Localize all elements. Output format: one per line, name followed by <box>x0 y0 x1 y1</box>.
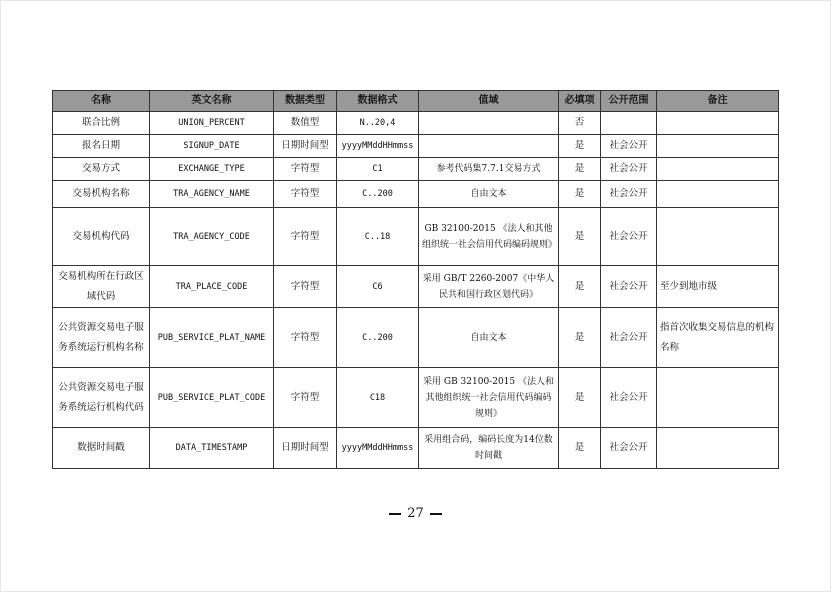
cell-data-type: 字符型 <box>274 368 337 428</box>
cell-english-name: DATA_TIMESTAMP <box>150 428 274 469</box>
cell-data-type: 字符型 <box>274 308 337 368</box>
table-header-row <box>53 91 779 112</box>
cell-data-type: 字符型 <box>274 266 337 308</box>
cell-required: 是 <box>559 135 601 158</box>
cell-data-type: 字符型 <box>274 181 337 208</box>
footer-dash-right <box>430 513 442 515</box>
cell-data-type: 数值型 <box>274 112 337 135</box>
cell-english-name: UNION_PERCENT <box>150 112 274 135</box>
cell-data-format: yyyyMMddHHmmss <box>337 135 419 158</box>
table-row <box>53 308 779 368</box>
cell-data-type: 日期时间型 <box>274 428 337 469</box>
cell-english-name: PUB_SERVICE_PLAT_NAME <box>150 308 274 368</box>
cell-public-scope: 社会公开 <box>601 368 657 428</box>
cell-public-scope: 社会公开 <box>601 266 657 308</box>
cell-value-domain <box>419 135 559 158</box>
cell-data-type: 日期时间型 <box>274 135 337 158</box>
cell-english-name: EXCHANGE_TYPE <box>150 158 274 181</box>
header-data-format: 数据格式 <box>337 91 419 112</box>
cell-name: 交易机构名称 <box>53 181 150 208</box>
cell-remark <box>657 135 779 158</box>
cell-english-name: PUB_SERVICE_PLAT_CODE <box>150 368 274 428</box>
table-row <box>53 158 779 181</box>
cell-data-type: 字符型 <box>274 158 337 181</box>
page-number: 27 <box>407 506 424 521</box>
cell-required: 是 <box>559 308 601 368</box>
cell-data-format: C18 <box>337 368 419 428</box>
cell-value-domain: 采用 GB/T 2260-2007《中华人民共和国行政区划代码》 <box>419 266 559 308</box>
cell-data-type: 字符型 <box>274 208 337 266</box>
cell-public-scope <box>601 112 657 135</box>
cell-name: 报名日期 <box>53 135 150 158</box>
header-name: 名称 <box>53 91 150 112</box>
cell-value-domain: 采用组合码，编码长度为14位数时间戳 <box>419 428 559 469</box>
cell-value-domain: 自由文本 <box>419 308 559 368</box>
page-footer <box>0 506 831 521</box>
cell-required: 是 <box>559 181 601 208</box>
cell-english-name: TRA_PLACE_CODE <box>150 266 274 308</box>
cell-public-scope: 社会公开 <box>601 181 657 208</box>
cell-data-format: C..200 <box>337 181 419 208</box>
cell-name: 公共资源交易电子服务系统运行机构代码 <box>53 368 150 428</box>
cell-name: 公共资源交易电子服务系统运行机构名称 <box>53 308 150 368</box>
cell-required: 否 <box>559 112 601 135</box>
cell-remark <box>657 112 779 135</box>
table-row <box>53 112 779 135</box>
cell-remark <box>657 208 779 266</box>
table-row <box>53 428 779 469</box>
cell-data-format: yyyyMMddHHmmss <box>337 428 419 469</box>
table-row <box>53 208 779 266</box>
cell-english-name: SIGNUP_DATE <box>150 135 274 158</box>
cell-remark: 指首次收集交易信息的机构名称 <box>657 308 779 368</box>
table-row <box>53 266 779 308</box>
cell-remark <box>657 368 779 428</box>
cell-value-domain: 采用 GB 32100-2015 《法人和其他组织统一社会信用代码编码规则》 <box>419 368 559 428</box>
cell-name: 交易机构所在行政区域代码 <box>53 266 150 308</box>
cell-value-domain: 参考代码集7.7.1交易方式 <box>419 158 559 181</box>
cell-remark <box>657 181 779 208</box>
cell-data-format: C..18 <box>337 208 419 266</box>
data-element-table <box>52 90 779 469</box>
header-required: 必填项 <box>559 91 601 112</box>
cell-english-name: TRA_AGENCY_CODE <box>150 208 274 266</box>
cell-english-name: TRA_AGENCY_NAME <box>150 181 274 208</box>
cell-value-domain: 自由文本 <box>419 181 559 208</box>
cell-data-format: C6 <box>337 266 419 308</box>
header-public-scope: 公开范围 <box>601 91 657 112</box>
cell-public-scope: 社会公开 <box>601 158 657 181</box>
cell-public-scope: 社会公开 <box>601 308 657 368</box>
cell-required: 是 <box>559 208 601 266</box>
cell-required: 是 <box>559 428 601 469</box>
cell-required: 是 <box>559 158 601 181</box>
header-value-domain: 值域 <box>419 91 559 112</box>
header-remark: 备注 <box>657 91 779 112</box>
cell-value-domain <box>419 112 559 135</box>
cell-public-scope: 社会公开 <box>601 135 657 158</box>
cell-remark <box>657 428 779 469</box>
cell-data-format: C1 <box>337 158 419 181</box>
cell-remark <box>657 158 779 181</box>
cell-remark: 至少到地市级 <box>657 266 779 308</box>
cell-name: 交易方式 <box>53 158 150 181</box>
cell-name: 交易机构代码 <box>53 208 150 266</box>
table-row <box>53 368 779 428</box>
header-data-type: 数据类型 <box>274 91 337 112</box>
cell-data-format: C..200 <box>337 308 419 368</box>
table-row <box>53 135 779 158</box>
cell-name: 联合比例 <box>53 112 150 135</box>
cell-public-scope: 社会公开 <box>601 208 657 266</box>
cell-name: 数据时间戳 <box>53 428 150 469</box>
header-english-name: 英文名称 <box>150 91 274 112</box>
cell-value-domain: GB 32100-2015 《法人和其他组织统一社会信用代码编码规则》 <box>419 208 559 266</box>
footer-dash-left <box>389 513 401 515</box>
cell-data-format: N..20,4 <box>337 112 419 135</box>
cell-public-scope: 社会公开 <box>601 428 657 469</box>
table-row <box>53 181 779 208</box>
cell-required: 是 <box>559 266 601 308</box>
cell-required: 是 <box>559 368 601 428</box>
